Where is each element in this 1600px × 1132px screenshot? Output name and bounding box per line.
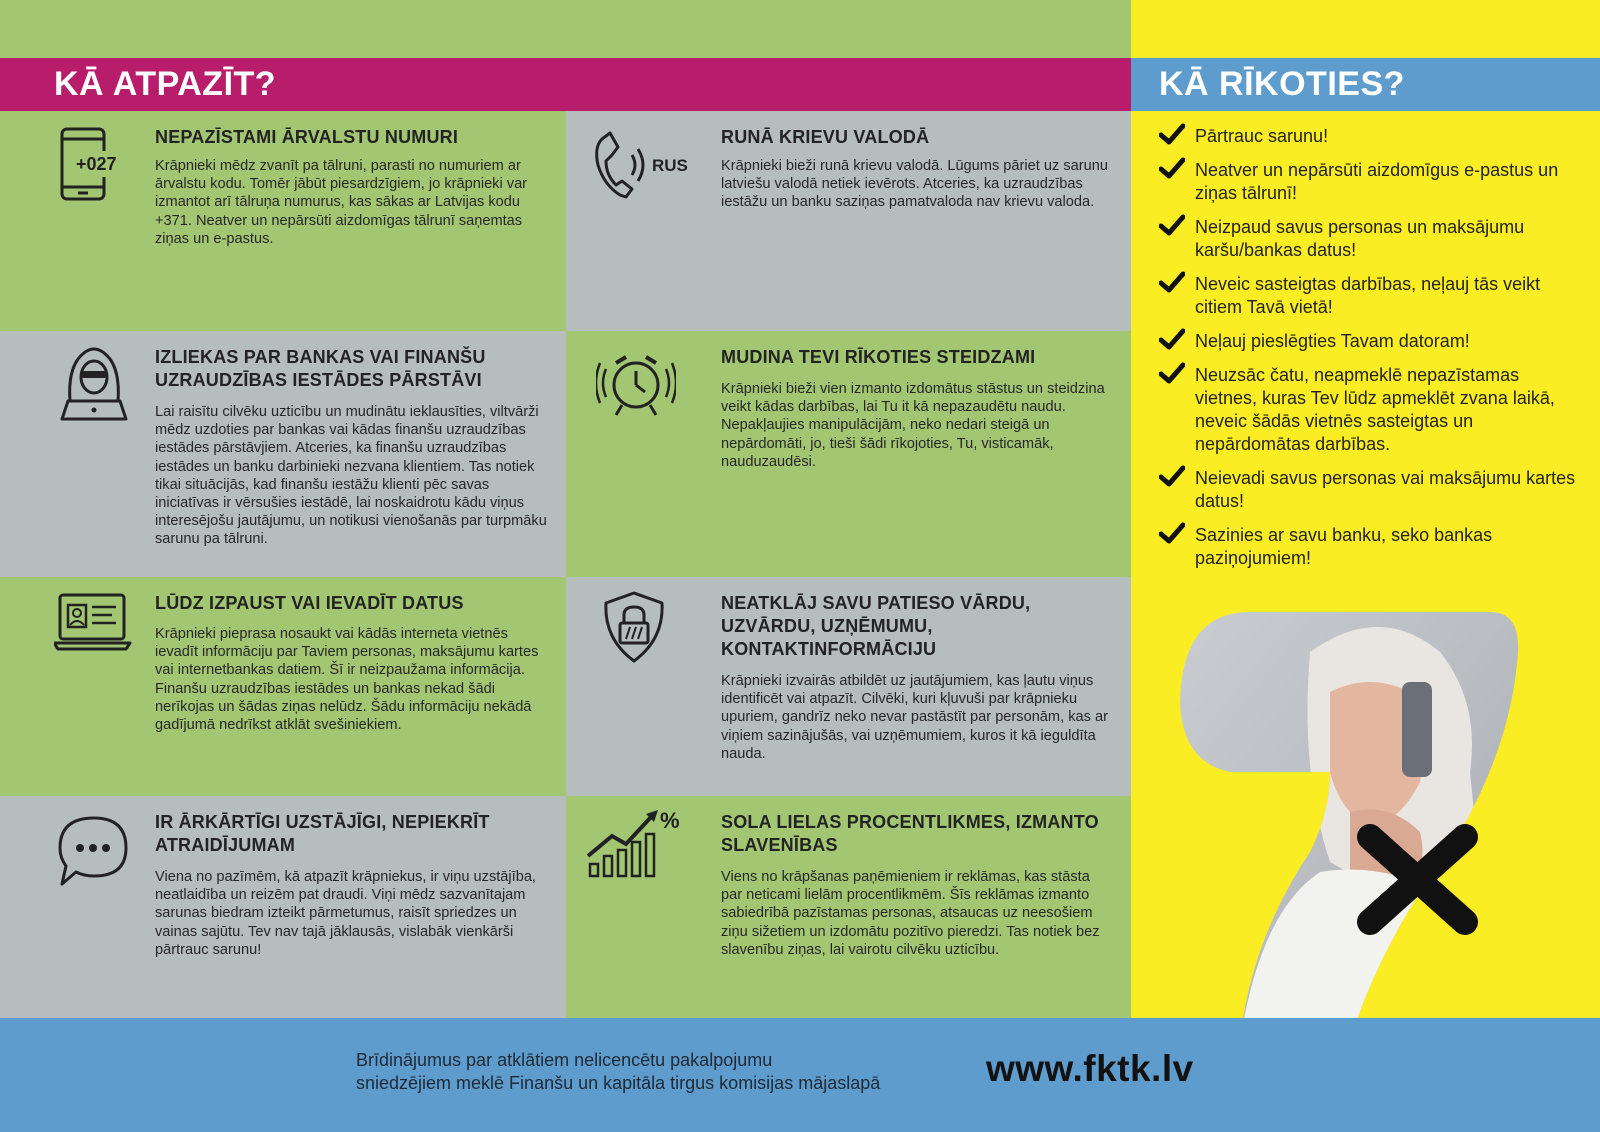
card-foreign-numbers — [0, 111, 566, 331]
checkmark-icon — [1159, 157, 1185, 179]
action-item — [1159, 467, 1579, 513]
card-body: Krāpnieki pieprasa nosaukt vai kādās interneta vietnēs ievadīt informāciju par Taviem personas, maksājumu kartes vai internetbankas datiem. Šī ir neizpaužama informācija. Finanšu uzraudzības iestādes un bankas nekad šādi nerīkojas un šādas ziņas nelūdz. Šādu informāciju nekādā gadījumā nedrīkst atklāt svešiniekiem. — [155, 626, 539, 734]
checkmark-icon — [1159, 465, 1185, 487]
card-impersonates-bank — [0, 331, 566, 577]
shield-lock-icon — [602, 589, 682, 669]
action-list — [1159, 125, 1579, 581]
checkmark-icon — [1159, 271, 1185, 293]
card-body: Krāpnieki mēdz zvanīt pa tālruni, parasti no numuriem ar ārvalstu kodu. Tomēr jābūt piesardzīgiem, jo krāpnieki var izmantot arī tālruņa numurus, kas sākas ar Latvijas kodu +371. Neatver un nepārsūti aizdomīgas tālrunī saņemtas ziņas un e-pastus. — [155, 158, 528, 247]
section-title-recognize: KĀ ATPAZĪT? — [54, 65, 277, 103]
action-item-text: Neļauj pieslēgties Tavam datoram! — [1195, 331, 1470, 351]
icon-text-rus: RUS — [652, 156, 688, 175]
action-item-text: Neveic sasteigtas darbības, neļauj tās veikt citiem Tavā vietā! — [1195, 274, 1541, 317]
checkmark-icon — [1159, 362, 1185, 384]
phone-foreign-number-icon — [54, 125, 134, 205]
card-data-request — [0, 577, 566, 796]
section-header-recognize — [0, 58, 1131, 111]
action-item — [1159, 159, 1579, 205]
card-title: MUDINA TEVI RĪKOTIES STEIDZAMI — [721, 347, 1036, 367]
card-russian-language — [566, 111, 1131, 331]
card-title: IZLIEKAS PAR BANKAS VAI FINANŠU UZRAUDZĪBAS IESTĀDES PĀRSTĀVI — [155, 347, 486, 390]
action-item — [1159, 330, 1579, 353]
card-title: RUNĀ KRIEVU VALODĀ — [721, 127, 930, 147]
card-body: Viena no pazīmēm, kā atpazīt krāpniekus, ir viņu uzstājība, neatlaidība un reizēm pat draudi. Viņi mēdz sazvanītajam sarunas biedram izteikt pārmetumus, raisīt spriedzes un vainas sajūtu. Tev nav tajā jāklausās, vislabāk vienkārši pārtrauc sarunu! — [155, 869, 536, 958]
checkmark-icon — [1159, 522, 1185, 544]
chat-bubble-icon — [56, 812, 136, 892]
woman-on-phone-photo — [1180, 612, 1520, 1042]
section-title-act: KĀ RĪKOTIES? — [1159, 65, 1405, 103]
top-band-green — [0, 0, 1131, 58]
card-hides-identity — [566, 577, 1131, 796]
action-item — [1159, 364, 1579, 456]
checkmark-icon — [1159, 328, 1185, 350]
action-item-text: Neuzsāc čatu, neapmeklē nepazīstamas vietnes, kuras Tev lūdz apmeklēt zvana laikā, neveic šādās vietnēs sasteigtas un nepārdomātas darbības. — [1195, 365, 1555, 454]
hooded-hacker-icon — [54, 343, 134, 423]
footer-note-line1: Brīdinājumus par atklātiem nelicencētu pakalpojumu — [356, 1050, 773, 1070]
action-item-text: Neievadi savus personas vai maksājumu kartes datus! — [1195, 468, 1576, 511]
action-item-text: Pārtrauc sarunu! — [1195, 126, 1329, 146]
top-band-yellow — [1131, 0, 1600, 58]
card-body: Krāpnieki izvairās atbildēt uz jautājumiem, kas ļautu viņus identificēt vai atpazīt. Cilvēki, kuri kļuvuši par krāpnieku upuriem, gandrīz neko nevar pastāstīt par personām, kas ar viņiem sazinājušās, vai uzņēmumiem, kuros it kā ieguldīta nauda. — [721, 673, 1108, 762]
growth-chart-percent-icon — [586, 806, 686, 886]
card-body: Lai raisītu cilvēku uzticību un mudinātu ieklausīties, viltvārži mēdz uzdoties par bankas vai kādas finanšu uzraudzības iestādes pārstāvjiem. Atceries, ka finanšu uzraudzības iestādes un banku darbinieki nezvana klientiem. Tas notiek tikai situācijās, kad finanšu iestāžu klienti pēc savas iniciatīvas ir vērsušies iestādē, lai noskaidrotu kādu viņus interesējošu jautājumu, un notikusi vienošanās par turpmāku sarunu pa tālruni. — [155, 404, 547, 548]
card-body: Viens no krāpšanas paņēmieniem ir reklāmas, kas stāsta par neticami lielām procentlikmēm. Šīs reklāmas izmanto sabiedrībā pazīstamas personas, atsaucas uz neesošiem ziņu sižetiem un izdomātu pozitīvo pieredzi. Tas notiek bez slavenību ziņas, lai vairotu cilvēku uzticību. — [721, 869, 1100, 958]
action-item-text: Sazinies ar savu banku, seko bankas paziņojumiem! — [1195, 525, 1493, 568]
icon-text-prefix: +027 — [76, 154, 117, 174]
action-item-text: Neizpaud savus personas un maksājumu karšu/bankas datus! — [1195, 217, 1525, 260]
card-title: IR ĀRKĀRTĪGI UZSTĀJĪGI, NEPIEKRĪT ATRAIDĪJUMAM — [155, 812, 490, 855]
section-header-act — [1131, 58, 1600, 111]
action-item-text: Neatver un nepārsūti aizdomīgus e-pastus un ziņas tālrunī! — [1195, 160, 1559, 203]
action-item — [1159, 524, 1579, 570]
card-title: NEATKLĀJ SAVU PATIESO VĀRDU, UZVĀRDU, UZŅĒMUMU, KONTAKTINFORMĀCIJU — [721, 593, 1031, 659]
card-title: LŪDZ IZPAUST VAI IEVADĪT DATUS — [155, 593, 464, 613]
footer-note — [356, 1049, 880, 1095]
action-item — [1159, 216, 1579, 262]
alarm-clock-icon — [596, 343, 676, 423]
card-body: Krāpnieki bieži runā krievu valodā. Lūgums pāriet uz sarunu latviešu valodā netiek ievērots. Atceries, ka uzraudzības iestāžu un banku saziņas pamatvaloda nav krievu valoda. — [721, 158, 1108, 211]
card-body: Krāpnieki bieži vien izmanto izdomātus stāstus un steidzina veikt kādas darbības, lai Tu it kā nepazaudētu naudu. Nepakļaujies manipulācijām, neko nedari steigā un nepārdomāti, jo, tieši šādi rīkojoties, Tu, visticamāk, nauduzaudēsi. — [721, 381, 1105, 470]
footer — [0, 1018, 1600, 1132]
card-title: SOLA LIELAS PROCENTLIKMES, IZMANTO SLAVENĪBAS — [721, 812, 1099, 855]
action-item — [1159, 273, 1579, 319]
footer-note-line2: sniedzējiem meklē Finanšu un kapitāla tirgus komisijas mājaslapā — [356, 1073, 881, 1093]
handset-rus-icon — [580, 125, 690, 205]
laptop-id-card-icon — [54, 587, 134, 667]
card-urgency — [566, 331, 1131, 577]
checkmark-icon — [1159, 214, 1185, 236]
card-insistent — [0, 796, 566, 1018]
card-title: NEPAZĪSTAMI ĀRVALSTU NUMURI — [155, 127, 459, 147]
card-high-interest — [566, 796, 1131, 1018]
checkmark-icon — [1159, 123, 1185, 145]
icon-text-percent: % — [660, 808, 680, 833]
action-item — [1159, 125, 1579, 148]
footer-website-link[interactable]: www.fktk.lv — [986, 1048, 1194, 1089]
